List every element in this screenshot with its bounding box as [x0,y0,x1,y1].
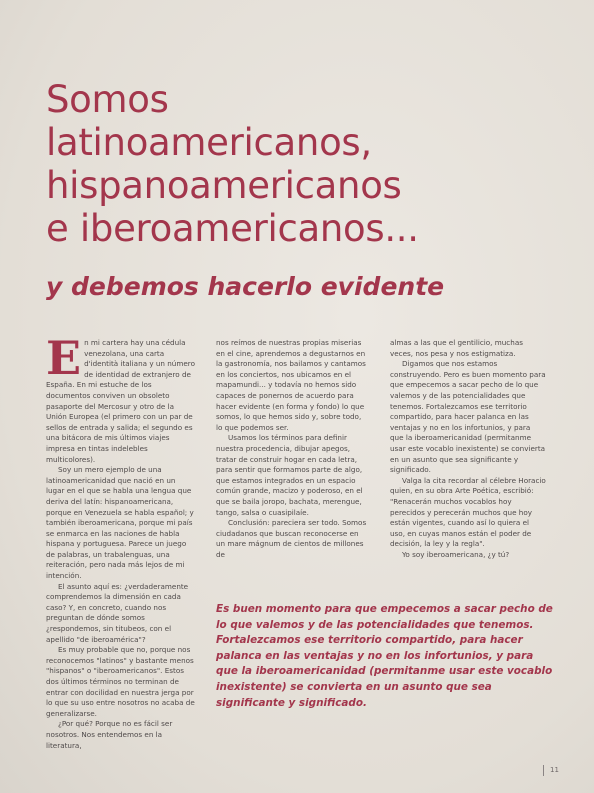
paragraph: Soy un mero ejemplo de una latinoamericanidad que nació en un lugar en el que se habla una lengua que deriva del latín: hispanoamericana, porque en Venezuela se habla español; y también iberoamericana, porque mi país se enmarca en las naciones de habla hispana y portuguesa. Parece un juego de palabras, un trabalenguas, una reiteración, pero nada más lejos de mi intención. [46,465,194,581]
pull-quote: Es buen momento para que empecemos a sacar pecho de lo que valemos y de las potencialidades que tenemos. Fortalezcamos ese territorio compartido, para hacer palanca en las ventajas y no en los infortunios, y para que la iberoamericanidad (permitanme usar este vocablo inexistente) se convierta en un asunto que sea significante y significado. [216,603,553,709]
paragraph: Digamos que nos estamos construyendo. Pero es buen momento para que empecemos a sacar pecho de lo que valemos y de las potencialidades que tenemos. Fortalezcamos ese territorio compartido, para hacer palanca en las ventajas y no en los infortunios, y para que la iberoamericanidad (permitanme usar este vocablo inexistente) se convierta en un asunto que sea significante y significado. [390,359,546,475]
paragraph: En mi cartera hay una cédula venezolana, una carta d'identità italiana y un número de identidad de extranjero de España. En mi estuche de los documentos conviven un obsoleto pasaporte del Mercosur y otro de la Unión Europea (el primero con un par de sellos de entrada y salida; el segundo es una bitácora de mis últimos viajes impresa en tintas indelebles multicolores). [46,331,195,464]
article-subtitle: y debemos hacerlo evidente [46,272,445,301]
page-number: 11 [550,766,559,774]
paragraph: ¿Por qué? Porque no es fácil ser nosotros. Nos entendemos en la literatura, [46,719,173,750]
paragraph: Valga la cita recordar al célebre Horacio quien, en su obra Arte Poética, escribió: "Renacerán muchos vocablos hoy perecidos y perecerán muchos que hoy están vigentes, cuando así lo quiera el uso, en cuyas manos están el poder de decisión, la ley y la regla". [390,475,546,549]
text-column-3 [390,338,546,560]
title-line-4: e iberoamericanos... [46,207,419,250]
page-number-divider [543,765,544,776]
article-title [46,78,566,250]
drop-cap: E [46,331,82,385]
paragraph: nos reímos de nuestras propias miserias en el cine, aprendemos a degustarnos en la gastronomía, nos bailamos y cantamos en los conciertos, nos ubicamos en el mapamundi... y todavía no hemos sido capaces de ponernos de acuerdo para hacer evidente (en forma y fondo) lo que somos, lo que hemos sido y, sobre todo, lo que podemos ser. [216,338,366,432]
paragraph: Es muy probable que no, porque nos reconocemos "latinos" y bastante menos "hispanos" o "iberoamericanos". Estos dos últimos términos no terminan de entrar con docilidad en nuestra jerga por lo que su uso entre nosotros no acaba de generalizarse. [46,645,195,718]
title-line-3: hispanoamericanos [46,164,402,207]
text-column-1 [46,331,196,751]
paragraph: Usamos los términos para definir nuestra procedencia, dibujar apegos, tratar de construir hogar en cada letra, para sentir que formamos parte de algo, que estamos integrados en un espacio común grande, macizo y poderoso, en el que se baila joropo, bachata, merengue, tango, salsa o cuasipilaíe. [216,433,363,517]
paragraph: El asunto aquí es: ¿verdaderamente comprendemos la dimensión en cada caso? Y, en concreto, cuando nos preguntan de dónde somos ¿respondemos, sin titubeos, con el apellido "de iberoamérica"? [46,581,189,644]
title-line-2: latinoamericanos, [46,121,372,164]
paragraph: almas a las que el gentilicio, muchas veces, nos pesa y nos estigmatiza. [390,338,523,358]
text-column-2 [216,338,368,560]
title-line-1: Somos [46,78,169,121]
paragraph: Yo soy iberoamericana, ¿y tú? [402,549,510,559]
paragraph: Conclusión: pareciera ser todo. Somos ciudadanos que buscan reconocerse en un mare mágnum de cientos de millones de [216,518,367,559]
